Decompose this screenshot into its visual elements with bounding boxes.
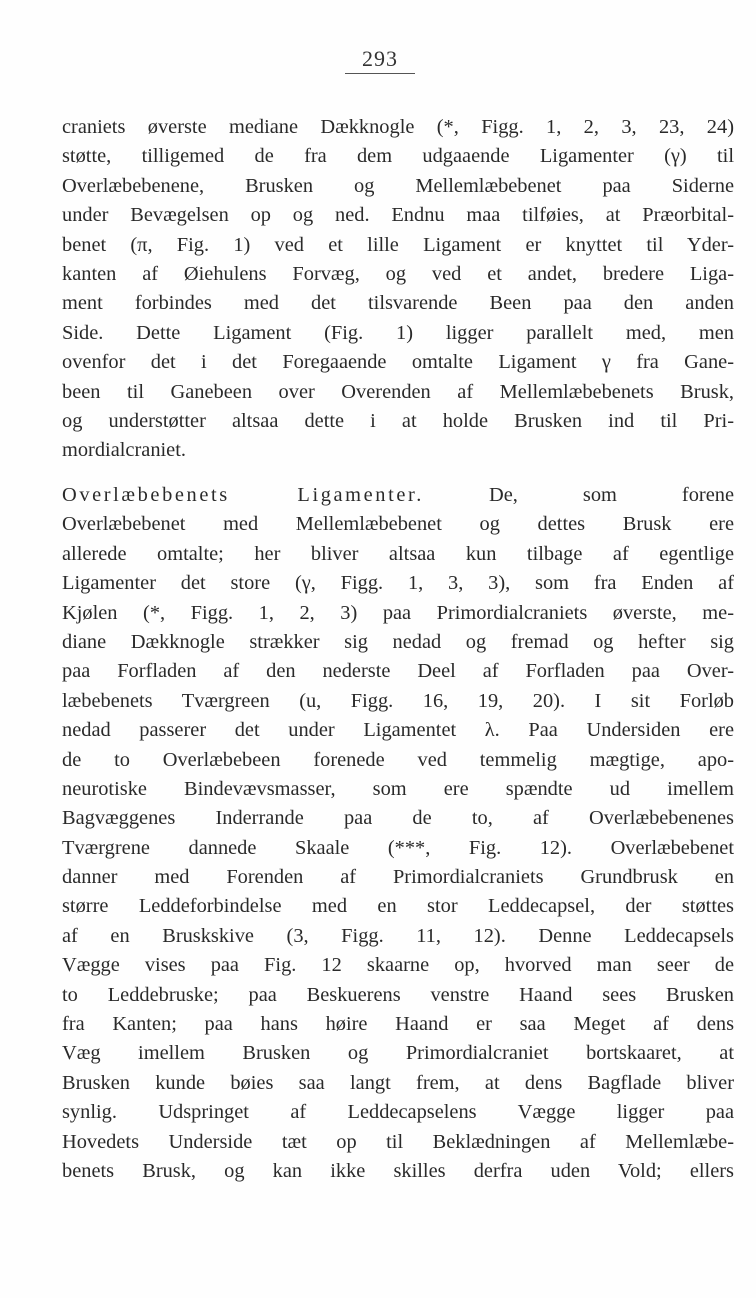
text-line: under Bevægelsen op og ned. Endnu maa tilføies, at Præorbital- — [62, 204, 734, 227]
text-line: Kjølen (*, Figg. 1, 2, 3) paa Primordialcraniets øverste, me- — [62, 601, 734, 624]
spaced-heading: Overlæbebenets Ligamenter. — [62, 484, 424, 506]
text-line: benet (π, Fig. 1) ved et lille Ligament er knyttet til Yder- — [62, 233, 734, 256]
text-line: Side. Dette Ligament (Fig. 1) ligger parallelt med, men — [62, 321, 734, 344]
text-line: ment forbindes med det tilsvarende Been paa den anden — [62, 292, 734, 315]
text-line: Vægge vises paa Fig. 12 skaarne op, hvorved man seer de — [62, 954, 734, 977]
text-line: to Leddebruske; paa Beskuerens venstre Haand sees Brusken — [62, 983, 734, 1006]
text-line: synlig. Udspringet af Leddecapselens Vægge ligger paa — [62, 1101, 734, 1124]
heading-rest: De, som forene — [423, 484, 734, 506]
section-heading-line — [62, 481, 734, 510]
text-line: Ligamenter det store (γ, Figg. 1, 3, 3), som fra Enden af — [62, 572, 734, 595]
text-line: ovenfor det i det Foregaaende omtalte Ligament γ fra Gane- — [62, 351, 734, 374]
paragraph-1 — [62, 113, 734, 466]
page-number: 293 — [362, 46, 398, 71]
text-line: læbebenets Tværgreen (u, Figg. 16, 19, 20). I sit Forløb — [62, 689, 734, 712]
text-line: fra Kanten; paa hans høire Haand er saa Meget af dens — [62, 1013, 734, 1036]
text-line: af en Bruskskive (3, Figg. 11, 12). Denne Leddecapsels — [62, 924, 734, 947]
text-line: mordialcraniet. — [62, 439, 186, 462]
text-line: paa Forfladen af den nederste Deel af Forfladen paa Over- — [62, 660, 734, 683]
text-line: de to Overlæbebeen forenede ved temmelig mægtige, apo- — [62, 748, 734, 771]
page-number-rule — [345, 73, 415, 74]
text-line: craniets øverste mediane Dækknogle (*, Figg. 1, 2, 3, 23, 24) — [62, 116, 734, 138]
text-line: danner med Forenden af Primordialcraniets Grundbrusk en — [62, 866, 734, 889]
text-line: Væg imellem Brusken og Primordialcraniet bortskaaret, at — [62, 1042, 734, 1065]
text-line: been til Ganebeen over Overenden af Mellemlæbebenets Brusk, — [62, 380, 734, 403]
text-line: kanten af Øiehulens Forvæg, og ved et andet, bredere Liga- — [62, 262, 734, 285]
text-line: nedad passerer det under Ligamentet λ. Paa Undersiden ere — [62, 719, 734, 742]
text-line: diane Dækknogle strækker sig nedad og fremad og hefter sig — [62, 630, 734, 653]
paragraph-2 — [62, 481, 734, 1186]
text-line: neurotiske Bindevævsmasser, som ere spændte ud imellem — [62, 777, 734, 800]
text-line: Tværgrene dannede Skaale (***, Fig. 12). Overlæbebenet — [62, 836, 734, 859]
text-line: støtte, tilligemed de fra dem udgaaende Ligamenter (γ) til — [62, 145, 734, 168]
text-line: allerede omtalte; her bliver altsaa kun tilbage af egentlige — [62, 542, 734, 565]
text-line: og understøtter altsaa dette i at holde Brusken ind til Pri- — [62, 409, 734, 432]
text-line: benets Brusk, og kan ikke skilles derfra uden Vold; ellers — [62, 1159, 734, 1182]
text-line: Hovedets Underside tæt op til Beklædningen af Mellemlæbe- — [62, 1130, 734, 1153]
text-line: Bagvæggenes Inderrande paa de to, af Overlæbebenenes — [62, 807, 734, 830]
text-line: Brusken kunde bøies saa langt frem, at dens Bagflade bliver — [62, 1071, 734, 1094]
text-line: større Leddeforbindelse med en stor Leddecapsel, der støttes — [62, 895, 734, 918]
text-line: Overlæbebenet med Mellemlæbebenet og dettes Brusk ere — [62, 513, 734, 536]
text-line: Overlæbebenene, Brusken og Mellemlæbebenet paa Siderne — [62, 174, 734, 197]
